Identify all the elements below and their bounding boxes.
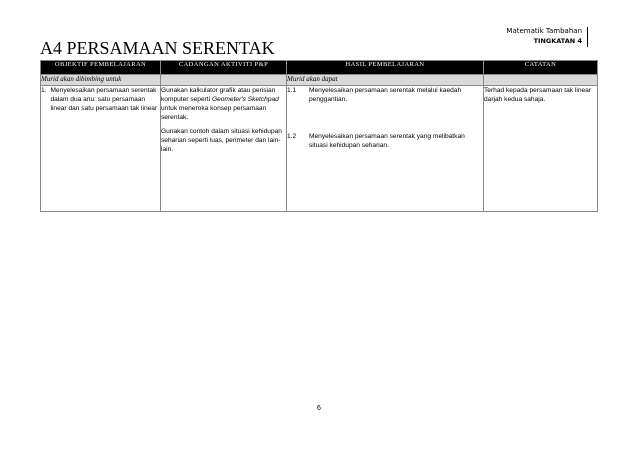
cell-hasil <box>287 86 484 212</box>
cell-catatan: Terhad kepada persamaan tak linear darjah kedua sahaja. <box>484 86 598 212</box>
hasil-spacer <box>287 104 483 132</box>
content-row <box>41 86 598 212</box>
cell-objektif <box>41 86 161 212</box>
col-header-catatan: CATATAN <box>484 61 598 75</box>
objektif-item <box>41 86 160 113</box>
page-title: A4 PERSAMAAN SERENTAK <box>40 38 275 58</box>
header-box <box>506 27 588 47</box>
hasil-item-2-text: Menyelesaikan persamaan serentak yang melibatkan situasi kehidupan seharian. <box>309 133 465 149</box>
header-row <box>41 61 598 75</box>
aktiviti-p1-pre: Gunakan kalkulator grafik atau perisian komputer seperti <box>161 87 276 103</box>
hasil-item-2-num: 1.2 <box>287 133 297 140</box>
objektif-num: 1. <box>41 87 47 94</box>
col-header-hasil: HASIL PEMBELAJARAN <box>287 61 484 75</box>
header-level: TINGKATAN 4 <box>533 37 582 45</box>
subheader-row <box>41 75 598 86</box>
col-header-objektif: OBJEKTIF PEMBELAJARAN <box>41 61 161 75</box>
hasil-item-1-num: 1.1 <box>287 87 297 94</box>
col-header-aktiviti: CADANGAN AKTIVITI P&P <box>161 61 287 75</box>
syllabus-table <box>40 60 598 212</box>
cell-aktiviti <box>161 86 287 212</box>
aktiviti-p1-post: untuk meneroka konsep persamaan serentak. <box>161 105 267 121</box>
subheader-objektif: Murid akan dibimbing untuk <box>41 75 161 86</box>
aktiviti-p1-software: Geometer's Sketchpad <box>211 96 279 103</box>
subheader-aktiviti-empty <box>161 75 287 86</box>
header-subject: Matematik Tambahan <box>506 27 582 35</box>
hasil-item-2 <box>287 132 483 150</box>
hasil-item-1 <box>287 86 483 104</box>
page-number: 6 <box>317 405 321 412</box>
aktiviti-paragraph-1 <box>161 86 286 122</box>
subheader-hasil: Murid akan dapat <box>287 75 484 86</box>
objektif-text: Menyelesaikan persamaan serentak dalam dua anu: satu persamaan linear dan satu persamaan tak linear <box>50 87 158 112</box>
subheader-catatan-empty <box>484 75 598 86</box>
hasil-item-1-text: Menyelesaikan persamaan serentak melalui kaedah penggantian. <box>309 87 462 103</box>
aktiviti-paragraph-2: Gunakan contoh dalam situasi kehidupan seharian seperti luas, perimeter dan lain-lain. <box>161 128 282 153</box>
